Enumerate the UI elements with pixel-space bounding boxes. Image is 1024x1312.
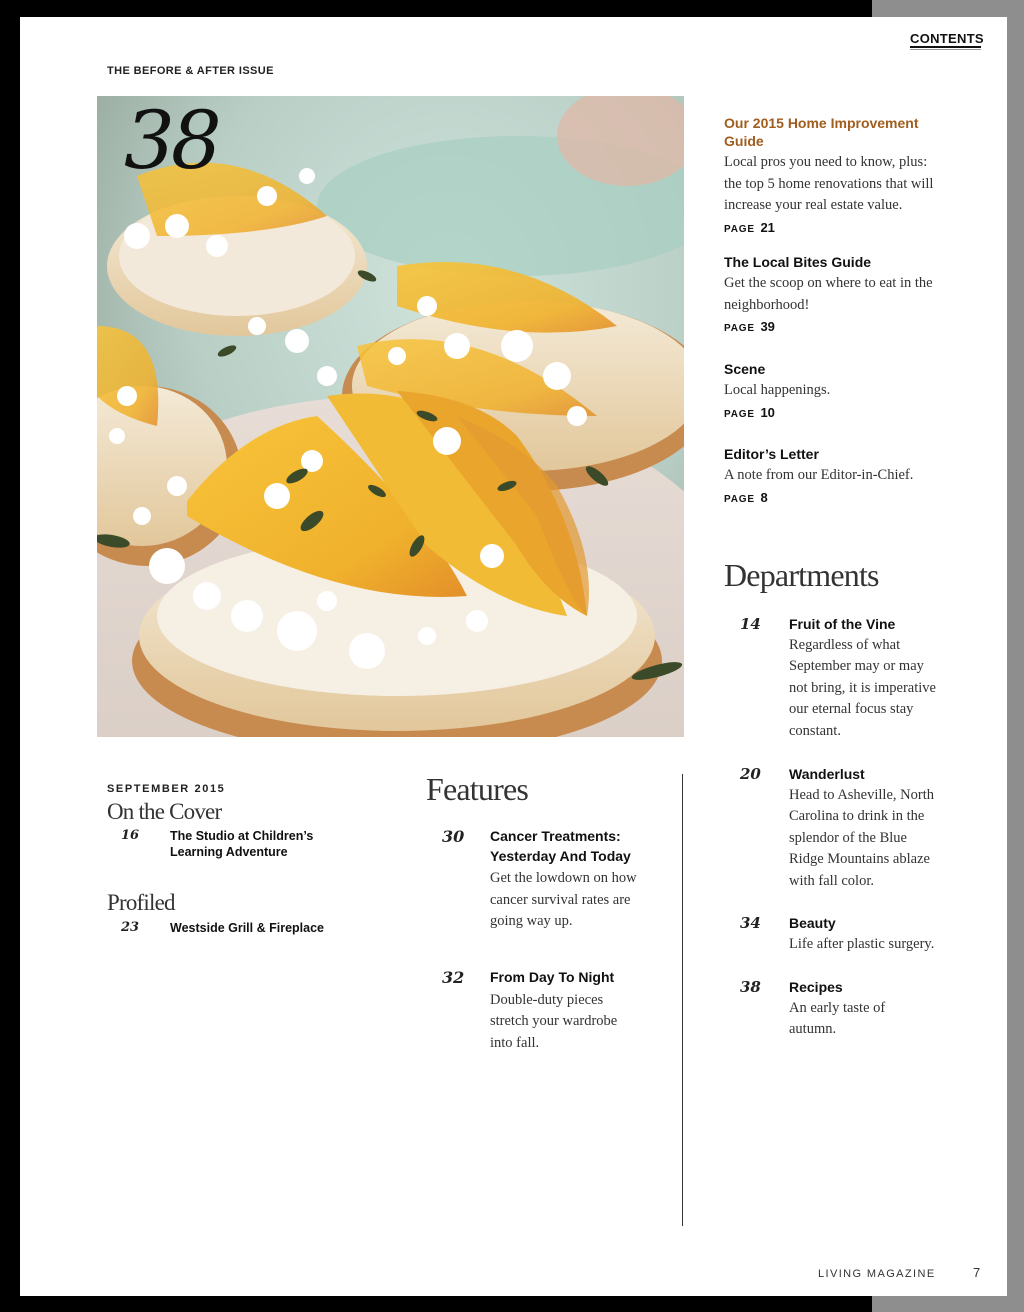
feature-description: Get the lowdown on how cancer survival rates are going way up. bbox=[490, 870, 637, 929]
department-title: Wanderlust bbox=[789, 766, 865, 782]
highlight-title: The Local Bites Guide bbox=[724, 254, 872, 270]
department-description: Life after plastic surgery. bbox=[789, 936, 935, 952]
highlight-description: Get the scoop on where to eat in the neighborhood! bbox=[724, 275, 933, 313]
on-the-cover-heading: On the Cover bbox=[107, 799, 222, 824]
highlight-page-ref bbox=[724, 490, 944, 505]
feature-title: Cancer Treatments: Yesterday And Today bbox=[490, 828, 631, 864]
department-title: Fruit of the Vine bbox=[789, 616, 896, 632]
issue-date: SEPTEMBER 2015 bbox=[107, 783, 226, 795]
department-title: Recipes bbox=[789, 979, 843, 995]
cover-photo bbox=[97, 96, 684, 737]
departments-heading: Departments bbox=[724, 557, 879, 593]
crostini-photo-illustration bbox=[97, 96, 684, 737]
department-page-number: 20 bbox=[740, 765, 761, 783]
photo-page-number: 38 bbox=[124, 94, 218, 187]
highlight-title: Editor’s Letter bbox=[724, 446, 819, 462]
department-description: Head to Asheville, North Carolina to drink in the splendor of the Blue Ridge Mountains ablaze with fall color. bbox=[789, 787, 934, 889]
feature-page-number: 30 bbox=[442, 827, 465, 846]
department-page-number: 14 bbox=[740, 615, 761, 633]
cover-page-number: 16 bbox=[121, 828, 140, 843]
footer-magazine-name: LIVING MAGAZINE bbox=[818, 1268, 936, 1280]
page-number: 21 bbox=[760, 219, 775, 235]
contents-underline bbox=[910, 46, 981, 48]
page-edge-bottom bbox=[876, 1296, 1024, 1312]
contents-label: CONTENTS bbox=[910, 31, 984, 46]
page-word: PAGE bbox=[724, 408, 755, 420]
department-description: An early taste of autumn. bbox=[789, 1000, 886, 1038]
features-heading: Features bbox=[426, 771, 529, 807]
profiled-heading: Profiled bbox=[107, 890, 175, 915]
highlight-description: A note from our Editor-in-Chief. bbox=[724, 467, 914, 483]
footer-page-number: 7 bbox=[973, 1265, 981, 1280]
highlight-page-ref bbox=[724, 405, 944, 420]
highlight-page-ref bbox=[724, 319, 944, 334]
contents-underline-shadow bbox=[910, 49, 981, 50]
highlight-page-ref bbox=[724, 220, 944, 235]
page-number: 39 bbox=[760, 319, 775, 334]
magazine-page bbox=[20, 17, 1007, 1296]
page-word: PAGE bbox=[724, 223, 755, 235]
page-number: 8 bbox=[760, 489, 768, 505]
feature-page-number: 32 bbox=[442, 968, 465, 987]
issue-tag: THE BEFORE & AFTER ISSUE bbox=[107, 65, 274, 77]
page-number: 10 bbox=[760, 404, 775, 420]
department-description: Regardless of what September may or may not bring, it is imperative our eternal focus stay constant. bbox=[789, 637, 936, 739]
feature-title: From Day To Night bbox=[490, 969, 615, 985]
department-page-number: 34 bbox=[740, 914, 761, 932]
cover-story-title[interactable]: The Studio at Children’s Learning Adventure bbox=[170, 829, 314, 859]
highlight-scene[interactable] bbox=[724, 360, 944, 420]
highlight-local-bites[interactable] bbox=[724, 253, 944, 334]
highlight-description: Local pros you need to know, plus: the top 5 home renovations that will increase your real estate value. bbox=[724, 154, 934, 213]
page-word: PAGE bbox=[724, 493, 755, 505]
department-title: Beauty bbox=[789, 915, 836, 931]
highlight-description: Local happenings. bbox=[724, 382, 831, 398]
highlight-home-improvement[interactable] bbox=[724, 114, 944, 235]
profiled-title[interactable]: Westside Grill & Fireplace bbox=[170, 921, 324, 935]
highlight-title: Scene bbox=[724, 361, 766, 377]
highlight-title: Our 2015 Home Improvement Guide bbox=[724, 115, 919, 149]
feature-description: Double-duty pieces stretch your wardrobe into fall. bbox=[490, 991, 618, 1051]
highlight-editors-letter[interactable] bbox=[724, 445, 944, 505]
column-divider bbox=[682, 774, 683, 1226]
page-word: PAGE bbox=[724, 323, 755, 334]
profiled-page-number: 23 bbox=[121, 920, 140, 935]
department-page-number: 38 bbox=[740, 978, 761, 996]
